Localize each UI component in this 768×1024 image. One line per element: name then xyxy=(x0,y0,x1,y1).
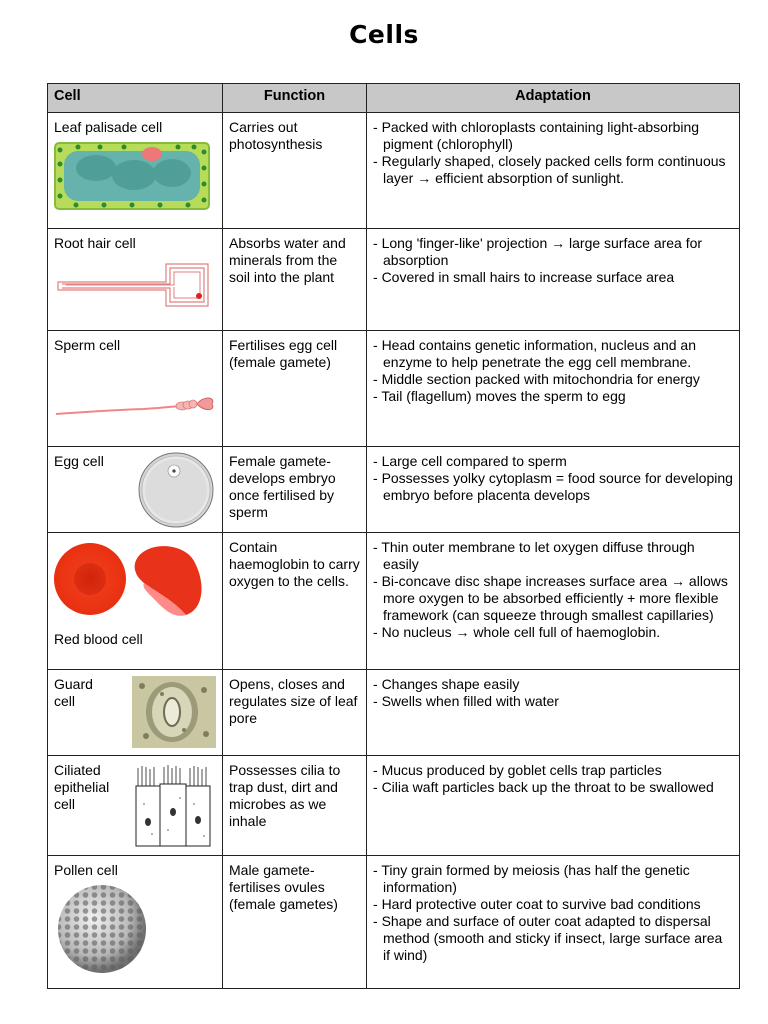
adaptation-item: - Packed with chloroplasts containing light-absorbing pigment (chlorophyll) xyxy=(373,119,733,153)
function-col: Carries out photosynthesis xyxy=(223,113,367,229)
guard-cell-image xyxy=(132,676,216,748)
cell-name: Pollen cell xyxy=(54,862,118,878)
cell-name-col xyxy=(48,113,223,229)
table-row xyxy=(48,756,740,856)
cell-name: Sperm cell xyxy=(54,337,121,353)
function-col: Male gamete- fertilises ovules (female gametes) xyxy=(223,856,367,989)
table-row xyxy=(48,856,740,989)
function-col: Opens, closes and regulates size of leaf pore xyxy=(223,670,367,756)
function-col: Contain haemoglobin to carry oxygen to the cells. xyxy=(223,533,367,670)
adaptation-item: - Regularly shaped, closely packed cells form continuous layer → efficient absorption of sunlight. xyxy=(373,153,733,187)
adaptation-col xyxy=(367,113,740,229)
function-col: Absorbs water and minerals from the soil into the plant xyxy=(223,229,367,331)
ciliated-epithelial-cell-image xyxy=(134,764,214,850)
adaptation-item: - Long 'finger-like' projection → large surface area for absorption xyxy=(373,235,733,269)
adaptation-item: - Tiny grain formed by meiosis (has half the genetic information) xyxy=(373,862,733,896)
cell-name: Ciliated epithelial cell xyxy=(54,762,110,812)
adaptation-item: - Large cell compared to sperm xyxy=(373,453,733,470)
cell-name-col xyxy=(48,331,223,447)
table-row xyxy=(48,447,740,533)
adaptation-col xyxy=(367,331,740,447)
table-row xyxy=(48,229,740,331)
adaptation-item: - Mucus produced by goblet cells trap particles xyxy=(373,762,733,779)
adaptation-col xyxy=(367,670,740,756)
adaptation-item: - Swells when filled with water xyxy=(373,693,733,710)
adaptation-item: - Head contains genetic information, nucleus and an enzyme to help penetrate the egg cell membrane. xyxy=(373,337,733,371)
adaptation-item: - Hard protective outer coat to survive bad conditions xyxy=(373,896,733,913)
adaptation-item: - Tail (flagellum) moves the sperm to egg xyxy=(373,388,733,405)
function-col: Fertilises egg cell (female gamete) xyxy=(223,331,367,447)
adaptation-col xyxy=(367,447,740,533)
adaptation-item: - Covered in small hairs to increase surface area xyxy=(373,269,733,286)
adaptation-item: - Middle section packed with mitochondria for energy xyxy=(373,371,733,388)
cell-name: Leaf palisade cell xyxy=(54,119,163,135)
table-row xyxy=(48,113,740,229)
cell-name-col xyxy=(48,670,223,756)
red-blood-cell-image xyxy=(54,541,214,627)
function-col: Possesses cilia to trap dust, dirt and microbes as we inhale xyxy=(223,756,367,856)
adaptation-item: - Possesses yolky cytoplasm = food source for developing embryo before placenta develops xyxy=(373,470,733,504)
adaptation-col xyxy=(367,533,740,670)
cell-name-col xyxy=(48,856,223,989)
function-col: Female gamete- develops embryo once fertilised by sperm xyxy=(223,447,367,533)
adaptation-col xyxy=(367,229,740,331)
adaptation-item: - Cilia waft particles back up the throat to be swallowed xyxy=(373,779,733,796)
adaptation-item: - Thin outer membrane to let oxygen diffuse through easily xyxy=(373,539,733,573)
cell-name: Egg cell xyxy=(54,453,104,469)
table-header-row xyxy=(48,84,740,113)
leaf-palisade-cell-image xyxy=(54,142,210,210)
cells-table xyxy=(47,83,740,989)
egg-cell-image xyxy=(136,451,216,529)
cell-name: Red blood cell xyxy=(54,631,143,647)
cell-name: Root hair cell xyxy=(54,235,136,251)
cell-name-col xyxy=(48,447,223,533)
cell-name: Guard cell xyxy=(54,676,93,709)
sperm-cell-image xyxy=(54,384,214,424)
table-row xyxy=(48,670,740,756)
adaptation-item: - Bi-concave disc shape increases surface area → allows more oxygen to be absorbed efficiently + more flexible framework (can squeeze through smallest capillaries) xyxy=(373,573,733,624)
header-adaptation: Adaptation xyxy=(367,84,740,113)
cell-name-col xyxy=(48,229,223,331)
header-cell: Cell xyxy=(48,84,223,113)
adaptation-col xyxy=(367,756,740,856)
adaptation-item: - Changes shape easily xyxy=(373,676,733,693)
table-row xyxy=(48,533,740,670)
page-title: Cells xyxy=(349,20,419,49)
adaptation-col xyxy=(367,856,740,989)
cell-name-col xyxy=(48,533,223,670)
root-hair-cell-image xyxy=(54,260,214,310)
header-function: Function xyxy=(223,84,367,113)
adaptation-item: - Shape and surface of outer coat adapted to dispersal method (smooth and sticky if insect, large surface area if wind) xyxy=(373,913,733,964)
adaptation-item: - No nucleus → whole cell full of haemoglobin. xyxy=(373,624,733,641)
table-row xyxy=(48,331,740,447)
pollen-cell-image xyxy=(54,883,150,975)
cell-name-col xyxy=(48,756,223,856)
